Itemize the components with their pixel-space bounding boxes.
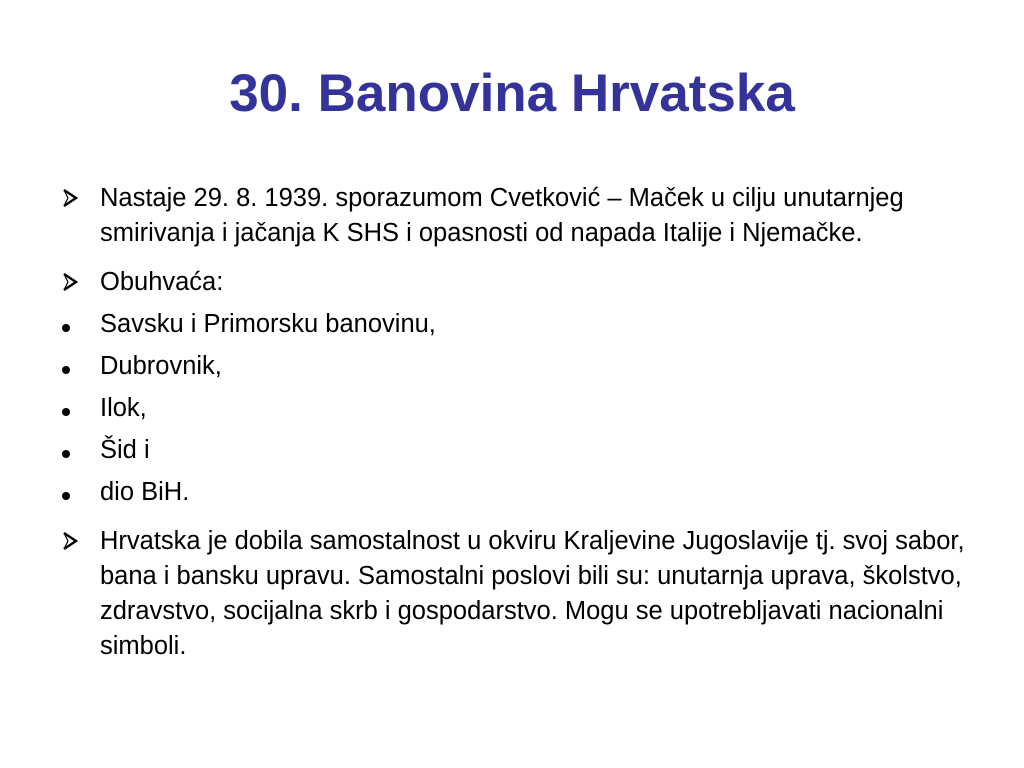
list-item-text: Savsku i Primorsku banovinu, xyxy=(100,310,436,338)
slide-title: 30. Banovina Hrvatska xyxy=(229,64,795,123)
dot-bullet-icon xyxy=(60,349,96,384)
list-item-text: Obuhvaća: xyxy=(100,268,224,296)
list-item-text: Nastaje 29. 8. 1939. sporazumom Cvetković – Maček u cilju unutarnjeg smirivanja i jačanja K SHS i opasnosti od napada Italije i Njemačke. xyxy=(100,184,904,247)
list-item-text: Hrvatska je dobila samostalnost u okviru Kraljevine Jugoslavije tj. svoj sabor, bana i bansku upravu. Samostalni poslovi bili su: unutarnja uprava, školstvo, zdravstvo, socijalna skrb i gospodarstvo. Mogu se upotrebljavati nacionalni simboli. xyxy=(100,527,965,660)
list-item-bullet xyxy=(60,475,980,510)
list-item-text: Ilok, xyxy=(100,394,147,422)
arrow-bullet-icon xyxy=(60,181,96,219)
dot-bullet-icon xyxy=(60,475,96,510)
dot-bullet-icon xyxy=(60,433,96,468)
list-item-text: Dubrovnik, xyxy=(100,352,222,380)
dot-bullet-icon xyxy=(60,391,96,426)
list-item-arrow xyxy=(60,265,980,300)
arrow-bullet-icon xyxy=(60,524,96,562)
list-item-text: dio BiH. xyxy=(100,478,190,506)
arrow-bullet-icon xyxy=(60,265,96,303)
slide-content xyxy=(60,181,980,664)
dot-bullet-icon xyxy=(60,307,96,342)
list-item-bullet xyxy=(60,433,980,468)
list-item-bullet xyxy=(60,391,980,426)
list-item-bullet xyxy=(60,349,980,384)
list-item-text: Šid i xyxy=(100,436,150,464)
list-item-bullet xyxy=(60,307,980,342)
list-item-arrow xyxy=(60,181,980,251)
list-item-arrow xyxy=(60,524,980,664)
